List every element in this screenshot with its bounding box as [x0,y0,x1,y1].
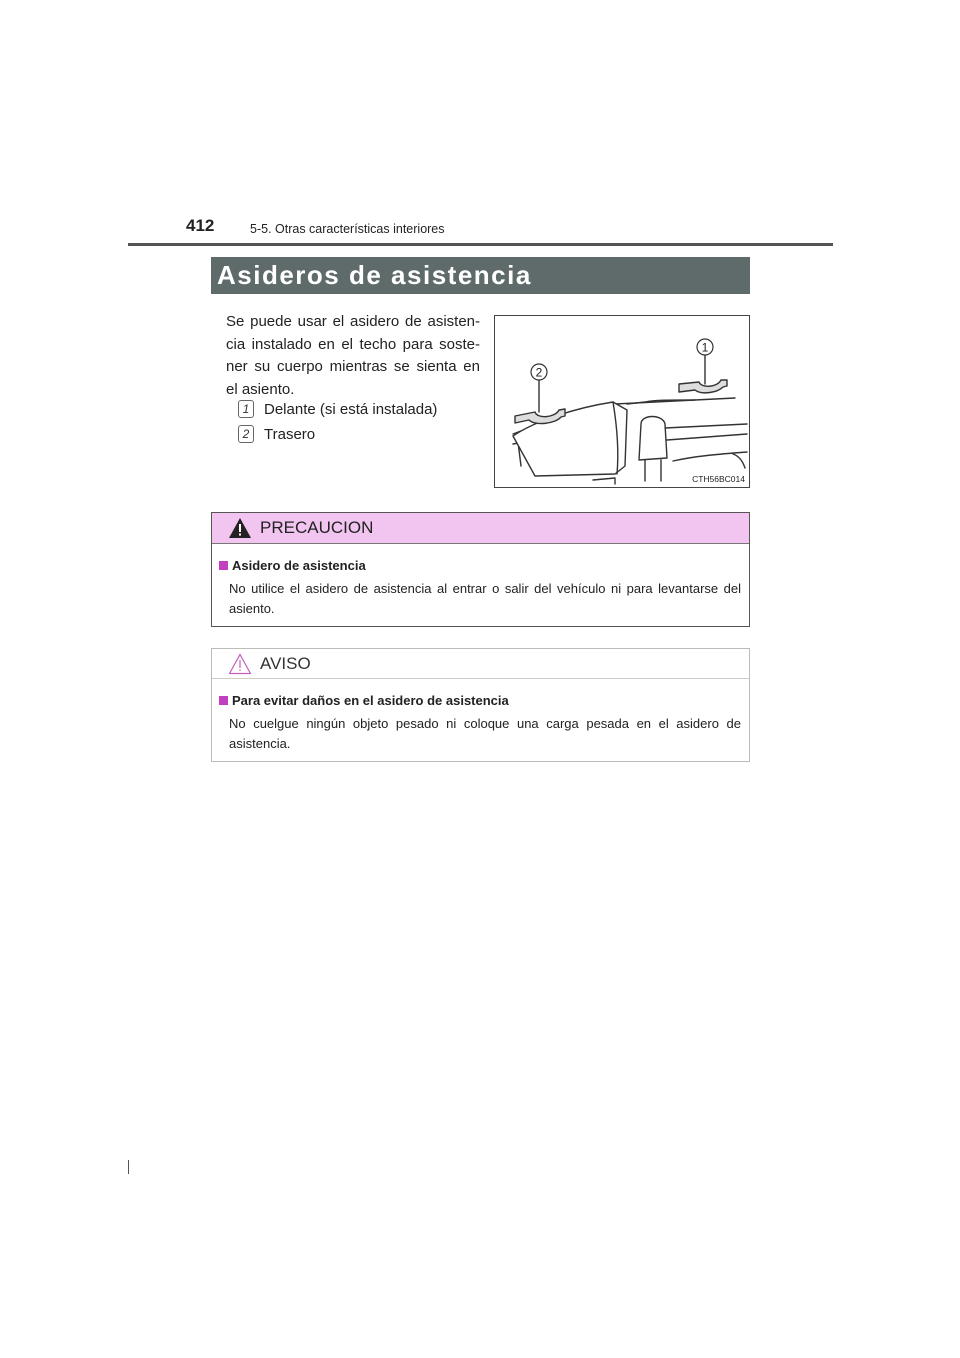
notice-heading: AVISO [260,653,311,673]
callout-2: 2 [535,365,543,380]
legend-number: 1 [238,400,254,418]
page-number: 412 [186,216,215,235]
callout-markers [531,339,713,380]
legend-number: 2 [238,425,254,443]
caution-box [211,512,750,627]
assist-grip-illustration [494,315,750,488]
intro-paragraph: Se puede usar el asidero de asisten-cia instalado en el techo para soste-ner su cuerpo mientras se sienta en el asiento. [226,313,480,398]
figure-code: CTH56BC014 [692,474,745,484]
warning-icon [228,517,252,539]
callout-1: 1 [701,340,709,355]
legend-label: Trasero [264,425,316,443]
page-title: Asideros de asistencia [211,257,750,294]
caution-outline-icon [228,653,252,675]
square-bullet-icon [219,561,228,570]
notice-box [211,648,750,762]
caution-heading: PRECAUCION [260,518,374,537]
legend-item-front [238,400,437,418]
notice-subheading: Para evitar daños en el asidero de asistencia [232,693,509,708]
caution-header [212,513,749,544]
notice-header [212,649,749,679]
car-interior-drawing [495,316,749,487]
caution-text: No utilice el asidero de asistencia al entrar o salir del vehículo ni para levantarse del asiento. [229,581,741,616]
legend-item-rear [238,425,315,443]
square-bullet-icon [219,696,228,705]
notice-subheading-row [219,693,741,708]
section-label: 5-5. Otras características interiores [250,222,445,236]
notice-text: No cuelgue ningún objeto pesado ni coloque una carga pesada en el asidero de asistencia. [229,716,741,751]
caution-subheading: Asidero de asistencia [232,558,366,573]
caution-subheading-row [219,558,741,573]
legend-label: Delante (si está instalada) [264,400,438,418]
margin-mark [128,1160,129,1174]
header-rule [128,243,833,246]
